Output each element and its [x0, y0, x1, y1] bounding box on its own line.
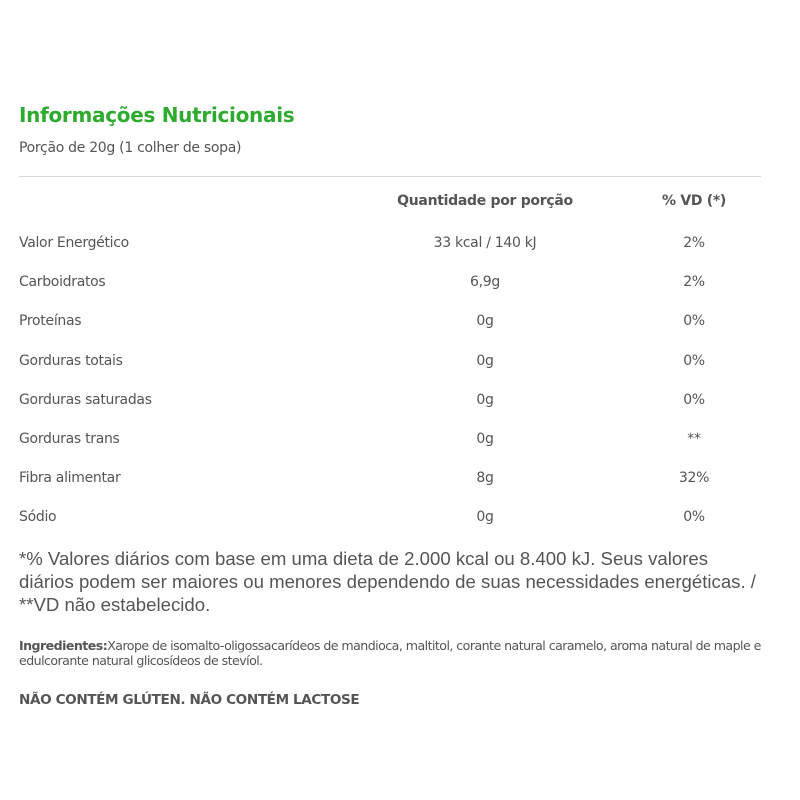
nutrient-name: Fibra alimentar — [19, 470, 121, 487]
nutrient-daily-value: 32% — [678, 470, 710, 487]
nutrient-quantity: 0g — [476, 352, 494, 369]
ingredients-label: Ingredientes: — [19, 637, 108, 653]
nutrition-panel — [19, 100, 761, 708]
nutrient-daily-value: 2% — [683, 274, 705, 291]
nutrient-daily-value: 0% — [683, 391, 705, 408]
daily-value-footnote: *% Valores diários com base em uma dieta de 2.000 kcal ou 8.400 kJ. Seus valores diários podem ser maiores ou menores dependendo de suas necessidades energéticas. / **VD não estabelecido. — [19, 547, 756, 615]
nutrient-name: Sódio — [19, 509, 57, 526]
column-header-daily-value: % VD (*) — [662, 193, 726, 209]
ingredients-text — [19, 638, 761, 668]
ingredients-list: Xarope de isomalto-oligossacarídeos de mandioca, maltitol, corante natural caramelo, aroma natural de maple e edulcorante natural glicosídeos de stevíol. — [19, 637, 761, 668]
table-row — [19, 349, 761, 388]
nutrient-quantity: 0g — [476, 509, 494, 526]
portion-size: Porção de 20g (1 colher de sopa) — [19, 140, 242, 156]
table-row — [19, 231, 761, 270]
nutrient-quantity: 0g — [476, 313, 494, 330]
nutrient-name: Valor Energético — [19, 235, 129, 251]
allergen-notice: NÃO CONTÉM GLÚTEN. NÃO CONTÉM LACTOSE — [19, 691, 360, 708]
nutrient-daily-value: 0% — [683, 352, 705, 369]
nutrient-quantity: 0g — [476, 391, 494, 408]
table-row — [19, 270, 761, 309]
column-header-quantity: Quantidade por porção — [397, 193, 573, 209]
page-title: Informações Nutricionais — [19, 103, 295, 127]
nutrient-name: Gorduras totais — [19, 352, 123, 369]
nutrient-name: Gorduras trans — [19, 430, 120, 447]
table-row — [19, 427, 761, 466]
nutrient-name: Carboidratos — [19, 274, 106, 291]
table-row — [19, 505, 761, 544]
nutrient-daily-value: 0% — [683, 509, 705, 526]
nutrient-quantity: 33 kcal / 140 kJ — [433, 235, 537, 251]
table-header — [19, 191, 761, 231]
nutrient-quantity: 0g — [476, 430, 494, 447]
nutrient-daily-value: 2% — [683, 235, 705, 251]
nutrient-quantity: 6,9g — [470, 274, 500, 291]
nutrient-daily-value: ** — [687, 430, 701, 447]
table-row — [19, 466, 761, 505]
nutrient-name: Gorduras saturadas — [19, 391, 152, 408]
nutrient-daily-value: 0% — [683, 313, 705, 330]
nutrition-table — [19, 231, 761, 545]
divider — [19, 176, 761, 177]
nutrient-quantity: 8g — [476, 470, 494, 487]
table-row — [19, 388, 761, 427]
nutrient-name: Proteínas — [19, 313, 82, 330]
table-row — [19, 309, 761, 348]
